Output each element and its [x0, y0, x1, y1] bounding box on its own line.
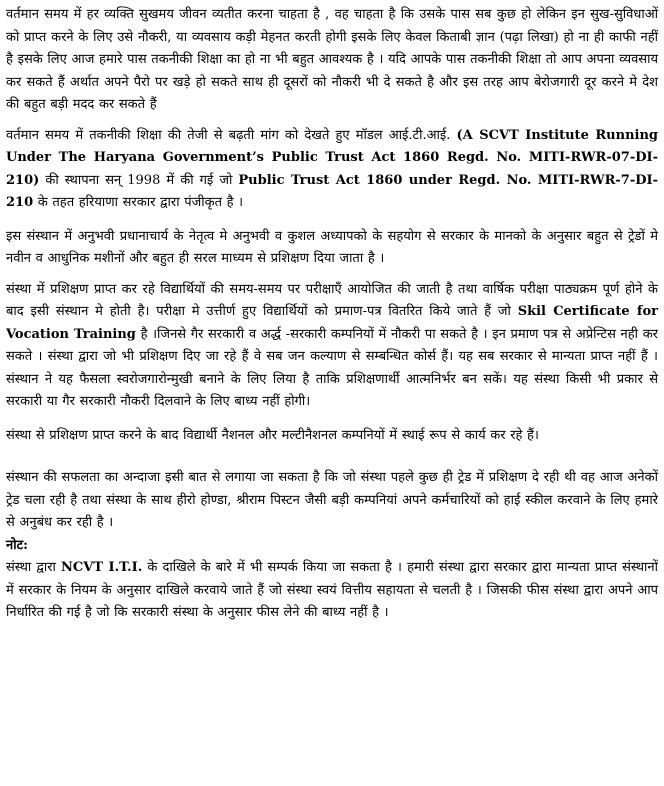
- paragraph-exams-certificates: [6, 279, 658, 414]
- spacer: [6, 117, 658, 125]
- establishment-text-1: वर्तमान समय में तकनीकी शिक्षा की तेजी से बढ़ती मांग को देखते हुए मॉडल आई.टी.आई.: [6, 127, 457, 143]
- establishment-text-2: की स्थापना सन् 1998 में की गई जो: [39, 172, 239, 188]
- scvt-institute-registration: (A SCVT Institute Running Under The Haryana Government’s Public Trust Act 1860 Regd. No. MITI-RWR-07-DI- 210): [6, 127, 658, 188]
- ncvt-iti-name: NCVT I.T.I.: [61, 560, 143, 575]
- spacer: [6, 215, 658, 226]
- ncvt-text-2: के दाखिले के बारे में भी सम्पर्क किया जा सकता है । हमारी संस्था द्वारा सरकार द्वारा मान्यता प्राप्त संस्थानों में सरकार के नियम के अनुसार दाखिले करवाये जाते हैं जो संस्था स्वयं वित्तीय सहायता से चलती है । जिसकी फीस संस्था द्वारा अपने आप निर्धारित की गई है जो कि सरकारी संस्था के अनुसार फीस लेने की बाध्य नहीं है ।: [6, 560, 658, 620]
- exams-text-2: है ।जिनसे गैर सरकारी व अर्द्ध -सरकारी कम्पनियों में नौकरी पा सकते है । इन प्रमाण पत्र से अप्रेन्टिस नही कर सकते । संस्था द्वारा जो भी प्रशिक्षण दिए जा रहे हैं वे सब जन कल्याण से सम्बन्धित कोर्स हैं। यह सब सरकार से मान्यता प्राप्त नहीं हैं । संस्थान ने यह फैसला स्वरोजगारोन्मुखी बनाने के लिए लिया है ताकि प्रशिक्षणार्थी आत्मनिर्भर बन सकें। यह संस्था किसी भी प्रकार से सरकारी या गैर सरकारी नौकरी दिलवाने के लिए बाध्य नहीं होगी।: [6, 326, 659, 409]
- trust-act-registration: Public Trust Act 1860 under Regd. No. MITI-RWR-7-DI-210: [6, 172, 658, 210]
- paragraph-placement: संस्था से प्रशिक्षण प्राप्त करने के बाद विद्यार्थी नैशनल और मल्टीनैशनल कम्पनियों में स्थाई रूप से कार्य कर रहे हैं।: [6, 427, 539, 443]
- spacer: [6, 447, 658, 467]
- exams-text-1: संस्था में प्रशिक्षण प्राप्त कर रहे विद्यार्थियों की समय-समय पर परीक्षाएँ आयोजित की जाती है तथा वार्षिक परीक्षा पाठ्यक्रम पूर्ण होने के बाद इसी संस्थान मे होती है। परीक्षा मे उत्तीर्ण हुए विद्यार्थियों को प्रमाण-पत्र वितरित किये जाते हैं जो: [6, 281, 658, 319]
- skill-certificate-name: Skil Certificate for Vocation Training: [6, 304, 658, 342]
- paragraph-faculty: इस संस्थान में अनुभवी प्रधानाचार्य के नेतृत्व मे अनुभवी व कुशल अध्यापको के सहयोग से सरकार के मानको के अनुसार बहुत से ट्रेडों मे नवीन व आधुनिक मशीनों और बहुत ही सरल माध्यम से प्रशिक्षण दिया जाता है ।: [6, 228, 658, 266]
- paragraph-success: संस्थान की सफलता का अन्दाजा इसी बात से लगाया जा सकता है कि जो संस्था पहले कुछ ही ट्रेड में प्रशिक्षण दे रही थी वह आज अनेकों ट्रेड चला रही है तथा संस्था के साथ हीरो होण्डा, श्रीराम पिस्टन जैसी बड़ी कम्पनियां अपने कर्मचारियों को हाई स्कील करवाने के लिए हमारे से अनुबंध कर रही है ।: [6, 470, 658, 530]
- establishment-text-3: के तहत हरियाणा सरकार द्वारा पंजीकृत है ।: [33, 195, 244, 210]
- note-label: नोट:: [6, 537, 28, 553]
- spacer: [6, 271, 658, 279]
- paragraph-establishment: [6, 125, 658, 215]
- ncvt-text-1: संस्था द्वारा: [6, 560, 62, 575]
- paragraph-intro: वर्तमान समय में हर व्यक्ति सुखमय जीवन व्यतीत करना चाहता है , वह चाहता है कि उसके पास सब कुछ हो लेकिन इन सुख-सुविधाओं को प्राप्त करने के लिए उसे नौकरी, या व्यवसाय कड़ी मेहनत करती होगी इसके लिए केवल किताबी ज्ञान (पढ़ा लिखा) हो ना ही काफी नहीं है इसके लिए आज हमारे पास तकनीकी शिक्षा का हो ना भी बहुत आवश्यक है । यदि आपके पास तकनीकी शिक्षा तो आप अपना व्यवसाय कर सकते हैं अर्थात अपने पैरो पर खड़े हो सकते साथ ही दूसरों को नौकरी भी दे सकते है और इस तरह आप बेरोजगारी दूर करने मे देश की बहुत बड़ी मदद कर सकते हैं: [6, 7, 658, 112]
- spacer: [6, 414, 658, 425]
- paragraph-ncvt-admission: [6, 557, 658, 625]
